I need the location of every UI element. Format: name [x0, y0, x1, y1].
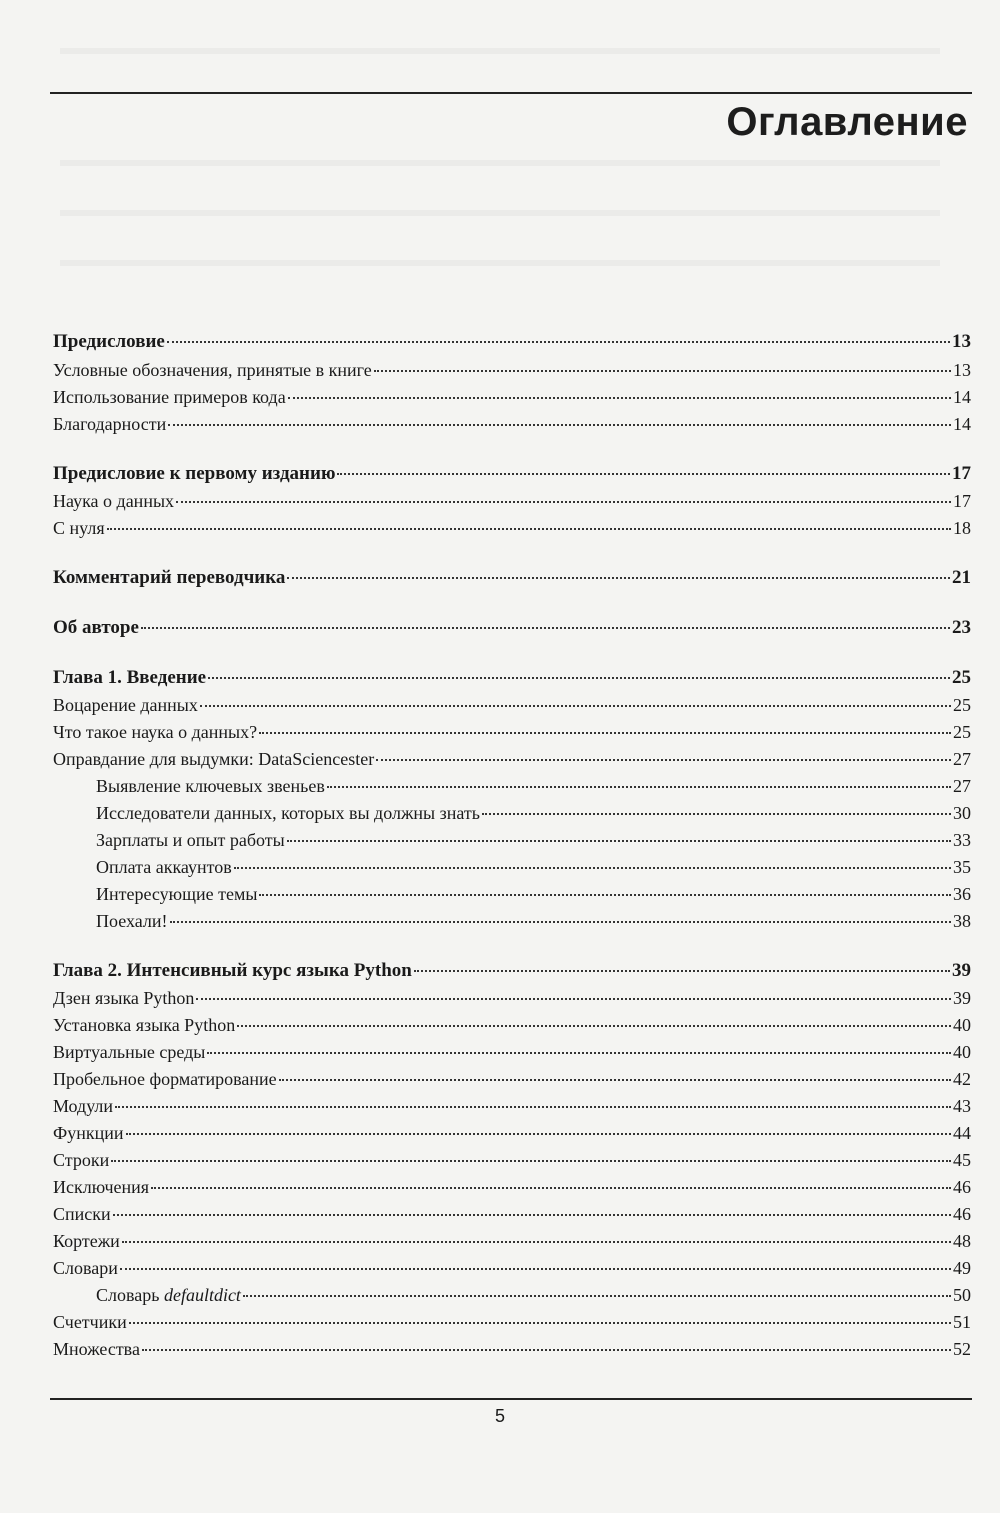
page-number: 5	[494, 1406, 505, 1426]
toc-entry-page: 45	[953, 1150, 971, 1170]
dot-leader	[287, 577, 950, 579]
dot-leader	[167, 341, 950, 343]
toc-entry-page: 30	[953, 803, 971, 823]
toc-entry-title: Списки	[53, 1204, 111, 1224]
toc-entry-title: Исследователи данных, которых вы должны знать	[96, 803, 480, 823]
toc-entry	[53, 747, 971, 771]
toc-entry	[53, 1094, 971, 1118]
toc-entry-title: Множества	[53, 1339, 140, 1359]
toc-entry-page: 46	[953, 1204, 971, 1224]
toc-entry-page: 49	[953, 1258, 971, 1278]
toc-entry-title: Поехали!	[96, 911, 168, 931]
toc-entry	[96, 828, 971, 852]
toc-entry	[53, 1310, 971, 1334]
toc-entry-page: 40	[953, 1042, 971, 1062]
toc-entry	[53, 666, 971, 690]
toc-entry-page: 21	[952, 567, 971, 588]
dot-leader	[234, 867, 951, 869]
toc-entry-title: Пробельное форматирование	[53, 1069, 277, 1089]
toc-entry-page: 25	[952, 667, 971, 688]
toc-entry-page: 44	[953, 1123, 971, 1143]
toc-entry-page: 27	[953, 776, 971, 796]
dot-leader	[207, 1052, 951, 1054]
dot-leader	[288, 397, 951, 399]
toc-entry-title: Выявление ключевых звеньев	[96, 776, 325, 796]
dot-leader	[107, 528, 951, 530]
toc-entry	[53, 1040, 971, 1064]
toc-entry-title: Модули	[53, 1096, 114, 1116]
dot-leader	[113, 1214, 951, 1216]
toc-entry-page: 43	[953, 1096, 971, 1116]
toc-entry-title: Условные обозначения, принятые в книге	[53, 360, 372, 380]
dot-leader	[129, 1322, 951, 1324]
toc-entry-page: 25	[953, 722, 971, 742]
dot-leader	[259, 894, 951, 896]
toc-entry-title: Оплата аккаунтов	[96, 857, 232, 877]
toc-entry	[53, 566, 971, 590]
bottom-divider	[50, 1398, 972, 1400]
dot-leader	[168, 424, 951, 426]
toc-entry	[53, 693, 971, 717]
toc-entry-page: 40	[953, 1015, 971, 1035]
toc-entry-page: 52	[953, 1339, 971, 1359]
toc-entry-title: Оправдание для выдумки: DataSciencester	[53, 749, 375, 769]
dot-leader	[200, 705, 951, 707]
toc-entry-title: Виртуальные среды	[53, 1042, 206, 1062]
toc-entry-title: С нуля	[53, 518, 105, 538]
dot-leader	[482, 813, 951, 815]
toc-entry-title: Интересующие темы	[96, 884, 258, 904]
dot-leader	[176, 501, 951, 503]
toc-entry-page: 25	[953, 695, 971, 715]
dot-leader	[259, 732, 951, 734]
toc-entry-page: 46	[953, 1177, 971, 1197]
toc-entry-title: Словарь defaultdict	[96, 1285, 241, 1305]
toc-entry-title: Словари	[53, 1258, 118, 1278]
toc-entry-page: 50	[953, 1285, 971, 1305]
toc-entry	[53, 358, 971, 382]
toc-entry-title: Комментарий переводчика	[53, 567, 286, 588]
toc-entry	[96, 909, 971, 933]
toc-entry	[53, 1337, 971, 1361]
dot-leader	[122, 1241, 951, 1243]
dot-leader	[126, 1133, 952, 1135]
dot-leader	[237, 1025, 951, 1027]
toc-entry-title: Счетчики	[53, 1312, 127, 1332]
toc-entry	[53, 616, 971, 640]
toc-entry	[53, 959, 971, 983]
toc-entry-title: Об авторе	[53, 617, 139, 638]
toc-entry	[53, 462, 971, 486]
dot-leader	[337, 473, 950, 475]
toc-entry-title: Строки	[53, 1150, 110, 1170]
toc-entry	[53, 516, 971, 540]
dot-leader	[111, 1160, 951, 1162]
toc-entry-title: Функции	[53, 1123, 124, 1143]
toc-entry-page: 36	[953, 884, 971, 904]
toc-entry	[53, 1175, 971, 1199]
dot-leader	[243, 1295, 951, 1297]
toc-entry-title: Глава 1. Введение	[53, 667, 207, 688]
toc-entry-title: Использование примеров кода	[53, 387, 286, 407]
toc-entry-page: 14	[953, 414, 971, 434]
toc-entry-page: 51	[953, 1312, 971, 1332]
toc-entry	[53, 412, 971, 436]
toc-entry-page: 13	[953, 360, 971, 380]
toc-entry-page: 33	[953, 830, 971, 850]
dot-leader	[414, 970, 950, 972]
dot-leader	[327, 786, 951, 788]
toc-entry-title: Предисловие	[53, 331, 165, 352]
toc-entry	[53, 1013, 971, 1037]
toc-entry	[53, 1202, 971, 1226]
toc-entry	[53, 1256, 971, 1280]
toc-entry	[53, 1121, 971, 1145]
toc-entry	[53, 1148, 971, 1172]
dot-leader	[170, 921, 952, 923]
toc-entry-title: Дзен языка Python	[53, 988, 195, 1008]
dot-leader	[151, 1187, 951, 1189]
toc-entry	[96, 855, 971, 879]
toc-entry	[96, 1283, 971, 1307]
dot-leader	[196, 998, 951, 1000]
toc-entry-title: Воцарение данных	[53, 695, 198, 715]
toc-entry-page: 18	[953, 518, 971, 538]
toc-entry	[53, 385, 971, 409]
toc-entry	[96, 774, 971, 798]
toc-entry-page: 14	[953, 387, 971, 407]
toc-entry-page: 35	[953, 857, 971, 877]
toc-entry-page: 17	[953, 491, 971, 511]
toc-entry	[53, 489, 971, 513]
toc-entry-page: 39	[953, 988, 971, 1008]
toc-entry	[53, 986, 971, 1010]
toc-entry-page: 13	[952, 331, 971, 352]
toc-entry	[96, 882, 971, 906]
toc-entry-title: Установка языка Python	[53, 1015, 236, 1035]
toc-entry-title: Зарплаты и опыт работы	[96, 830, 285, 850]
toc-entry	[53, 1229, 971, 1253]
dot-leader	[374, 370, 951, 372]
toc-entry-title: Глава 2. Интенсивный курс языка Python	[53, 960, 412, 981]
toc-entry-title: Наука о данных	[53, 491, 175, 511]
top-divider	[50, 92, 972, 94]
toc-entry-page: 42	[953, 1069, 971, 1089]
toc-entry-page: 23	[952, 617, 971, 638]
dot-leader	[115, 1106, 951, 1108]
toc-entry-page: 48	[953, 1231, 971, 1251]
dot-leader	[287, 840, 951, 842]
toc-entry	[53, 720, 971, 744]
toc-entry-title: Что такое наука о данных?	[53, 722, 258, 742]
toc-entry	[53, 1067, 971, 1091]
dot-leader	[208, 677, 950, 679]
toc-entry-title: Благодарности	[53, 414, 167, 434]
toc-entry-page: 38	[953, 911, 971, 931]
toc-entry-title: Предисловие к первому изданию	[53, 463, 336, 484]
toc-entry	[96, 801, 971, 825]
toc-entry-page: 17	[952, 463, 971, 484]
toc-entry-page: 27	[953, 749, 971, 769]
toc-entry-title: Исключения	[53, 1177, 150, 1197]
dot-leader	[120, 1268, 951, 1270]
toc-entry	[53, 330, 971, 354]
dot-leader	[142, 1349, 951, 1351]
toc-entry-title: Кортежи	[53, 1231, 120, 1251]
dot-leader	[376, 759, 951, 761]
toc-entry-page: 39	[952, 960, 971, 981]
page-title: Оглавление	[726, 100, 968, 144]
dot-leader	[141, 627, 950, 629]
dot-leader	[279, 1079, 951, 1081]
